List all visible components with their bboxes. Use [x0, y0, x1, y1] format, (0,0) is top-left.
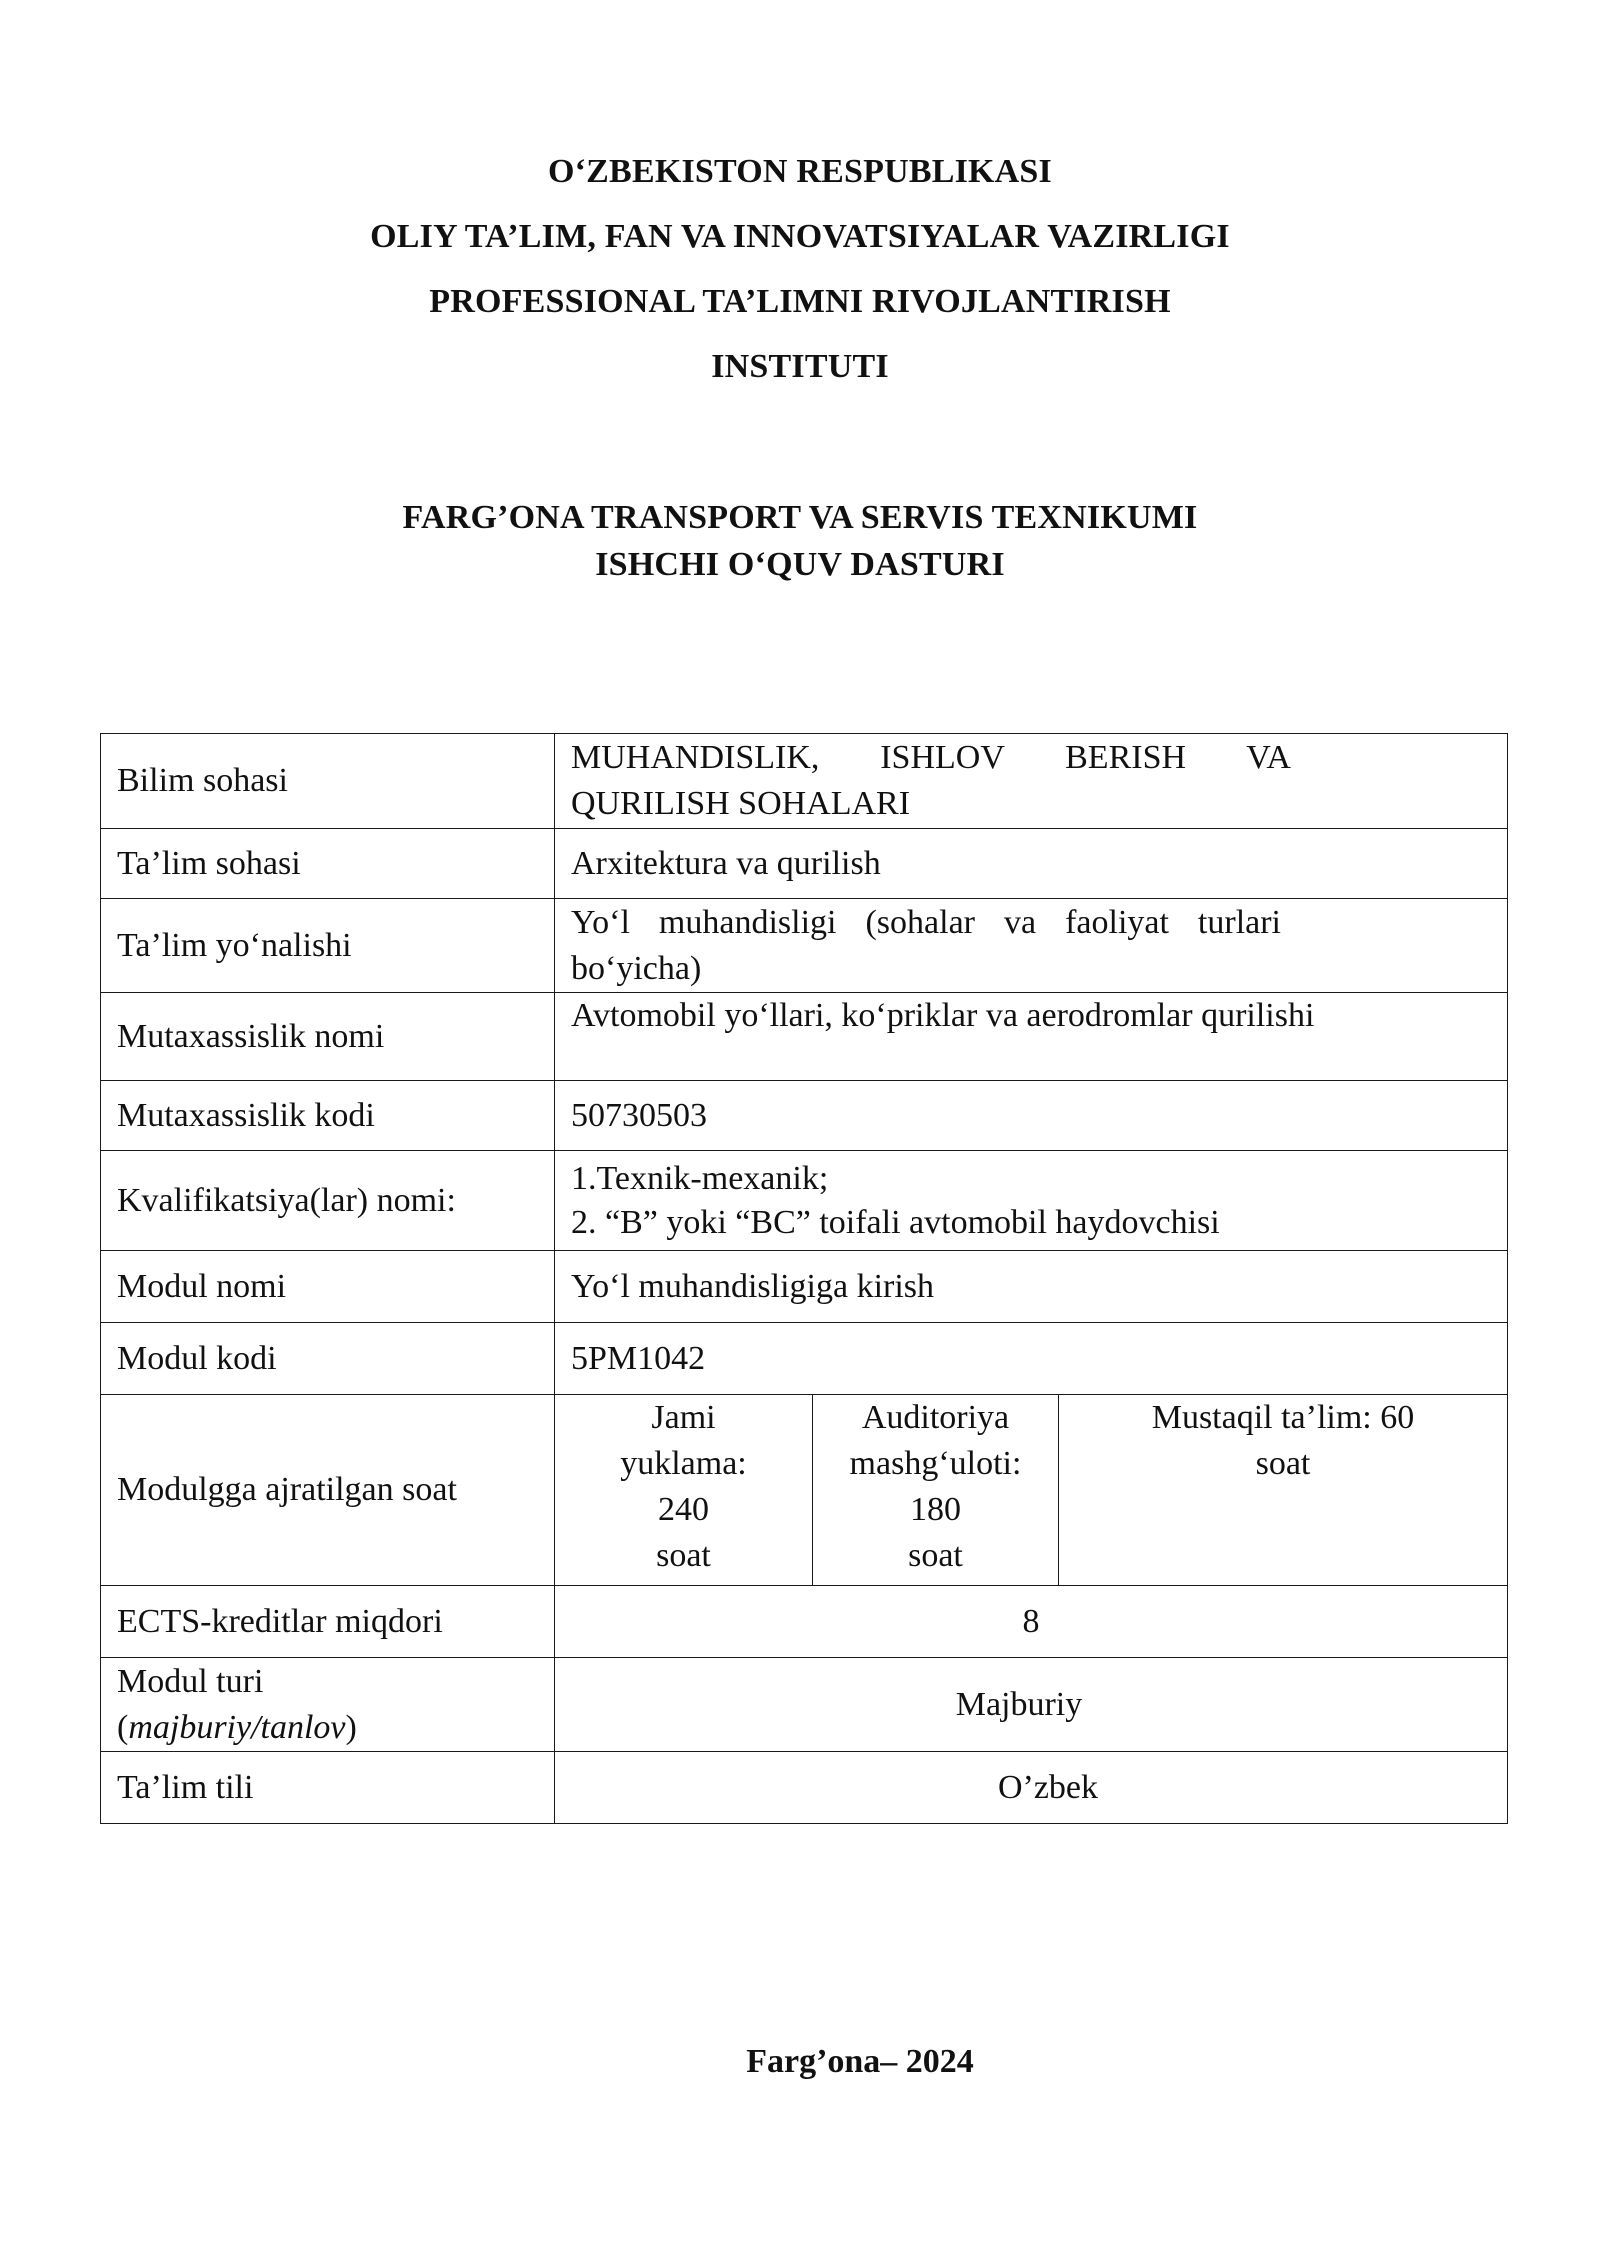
value-bilim-sohasi-line-1: MUHANDISLIK, ISHLOV BERISH VA [571, 739, 1291, 776]
label-talim-yonalishi: Ta’lim yo‘nalishi [101, 899, 555, 993]
document-title-line-2: ISHCHI O‘QUV DASTURI [595, 546, 1005, 583]
label-modul-turi [101, 1658, 555, 1752]
hours-jami-unit: soat [656, 1537, 711, 1574]
hours-mustaqil-line: Mustaqil ta’lim: 60 [1151, 1399, 1415, 1436]
value-modul-kodi: 5PM1042 [555, 1323, 1508, 1395]
hours-jami-line: yuklama: [620, 1445, 747, 1482]
table-row [101, 1395, 1508, 1586]
label-bilim-sohasi: Bilim sohasi [101, 734, 555, 829]
table-row [101, 1658, 1508, 1752]
label-ects: ECTS-kreditlar miqdori [101, 1586, 555, 1658]
hours-auditoriya-line: Auditoriya [861, 1399, 1010, 1436]
hours-mustaqil [1059, 1395, 1508, 1585]
value-ects: 8 [555, 1586, 1508, 1658]
label-modul-soat: Modulgga ajratilgan soat [101, 1395, 555, 1586]
table-row [101, 993, 1508, 1081]
value-modul-soat [555, 1395, 1508, 1586]
footer-place-year: Farg’ona– 2024 [746, 2043, 974, 2080]
ministry-header-line-4: INSTITUTI [711, 348, 889, 385]
ministry-header-line-2: OLIY TA’LIM, FAN VA INNOVATSIYALAR VAZIRLIGI [370, 218, 1230, 255]
label-modul-turi-line-1: Modul turi [117, 1662, 264, 1700]
hours-auditoriya-line: mashg‘uloti: [849, 1445, 1022, 1482]
table-row [101, 1081, 1508, 1151]
hours-auditoriya-value: 180 [910, 1491, 961, 1528]
value-mutaxassislik-nomi: Avtomobil yo‘llari, ko‘priklar va aerodromlar qurilishi [555, 993, 1508, 1081]
table-row [101, 829, 1508, 899]
value-bilim-sohasi [555, 734, 1508, 829]
label-mutaxassislik-kodi: Mutaxassislik kodi [101, 1081, 555, 1151]
table-row [101, 1251, 1508, 1323]
ministry-header-line-1: O‘ZBEKISTON RESPUBLIKASI [548, 153, 1052, 190]
hours-auditoriya [813, 1395, 1059, 1585]
document-title-line-1: FARG’ONA TRANSPORT VA SERVIS TEXNIKUMI [402, 499, 1198, 536]
label-modul-kodi: Modul kodi [101, 1323, 555, 1395]
label-kvalifikatsiya: Kvalifikatsiya(lar) nomi: [101, 1151, 555, 1251]
value-modul-nomi: Yo‘l muhandisligiga kirish [555, 1251, 1508, 1323]
label-mutaxassislik-nomi: Mutaxassislik nomi [101, 993, 555, 1081]
value-bilim-sohasi-line-2: QURILISH SOHALARI [571, 785, 911, 822]
hours-mustaqil-unit: soat [1255, 1445, 1311, 1482]
label-talim-sohasi: Ta’lim sohasi [101, 829, 555, 899]
value-kvalifikatsiya-line-1: 1.Texnik-mexanik; [571, 1159, 829, 1197]
value-kvalifikatsiya [555, 1151, 1508, 1251]
value-talim-tili: O’zbek [555, 1752, 1508, 1824]
hours-jami-value: 240 [658, 1491, 709, 1528]
value-talim-sohasi: Arxitektura va qurilish [555, 829, 1508, 899]
paren-close: ) [345, 1708, 357, 1746]
module-info-table [100, 733, 1508, 1824]
value-talim-yonalishi [555, 899, 1508, 993]
value-modul-turi: Majburiy [555, 1658, 1508, 1752]
table-row [101, 899, 1508, 993]
label-modul-turi-line-2 [117, 1705, 538, 1751]
table-row [101, 1151, 1508, 1251]
table-row [101, 1323, 1508, 1395]
value-talim-yonalishi-line-2: bo‘yicha) [571, 949, 702, 987]
hours-jami-line: Jami [651, 1399, 716, 1436]
table-row [101, 1752, 1508, 1824]
label-talim-tili: Ta’lim tili [101, 1752, 555, 1824]
table-row [101, 1586, 1508, 1658]
value-mutaxassislik-kodi: 50730503 [555, 1081, 1508, 1151]
value-kvalifikatsiya-line-2: 2. “B” yoki “BC” toifali avtomobil haydovchisi [571, 1203, 1220, 1241]
table-row [101, 734, 1508, 829]
paren-open: ( [117, 1708, 129, 1746]
label-modul-turi-options: majburiy/tanlov [128, 1708, 346, 1746]
hours-breakdown [555, 1395, 1507, 1585]
label-modul-nomi: Modul nomi [101, 1251, 555, 1323]
hours-auditoriya-unit: soat [908, 1537, 963, 1574]
ministry-header-line-3: PROFESSIONAL TA’LIMNI RIVOJLANTIRISH [429, 283, 1171, 320]
value-talim-yonalishi-line-1: Yo‘l muhandisligi (sohalar va faoliyat turlari [571, 903, 1281, 941]
hours-jami-yuklama [555, 1395, 813, 1585]
